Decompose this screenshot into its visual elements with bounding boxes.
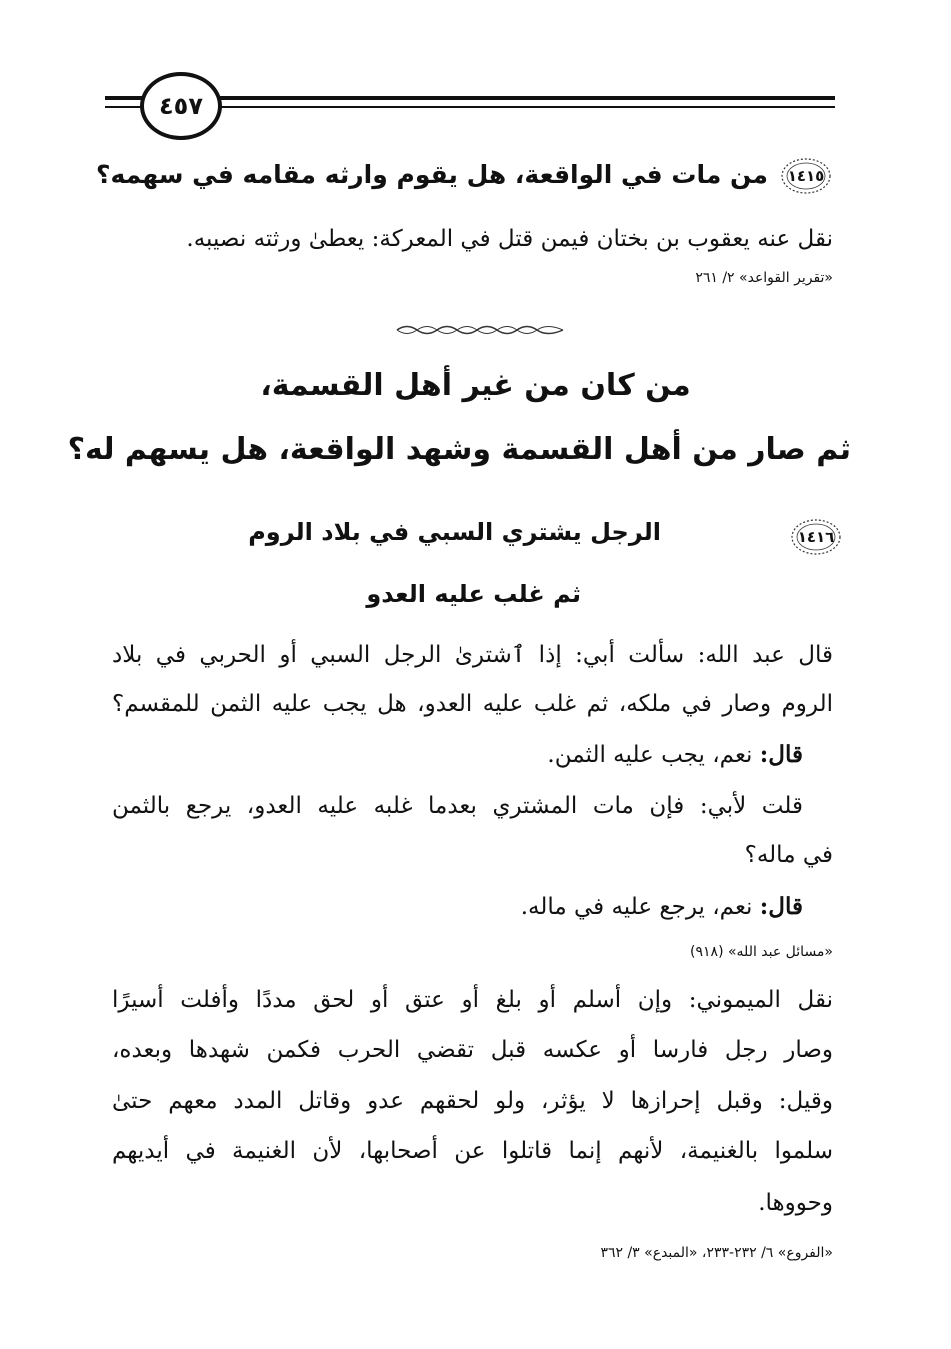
source-citation: «مسائل عبد الله» (٩١٨) — [690, 944, 833, 960]
answer-label: قال: — [759, 893, 803, 920]
paragraph-line: وصار رجل فارسا أو عكسه قبل تقضي الحرب فكمن شهدها وبعده، — [112, 1037, 833, 1063]
answer-label: قال: — [759, 741, 803, 768]
paragraph-line: في ماله؟ — [744, 842, 833, 868]
page-number-badge — [140, 72, 222, 140]
section-text: نقل عنه يعقوب بن بختان فيمن قتل في المعركة: يعطىٰ ورثته نصيبه. — [186, 226, 833, 252]
paragraph-line: وقيل: وقبل إحرازها لا يؤثر، ولو لحقهم عدو وقاتل المدد معهم حتىٰ — [112, 1088, 833, 1114]
section-title-line1: الرجل يشتري السبي في بلاد الروم — [248, 518, 661, 546]
paragraph-line: نقل الميموني: وإن أسلم أو بلغ أو عتق أو لحق مددًا وأفلت أسيرًا — [112, 987, 833, 1013]
page-number: ٤٥٧ — [159, 92, 203, 120]
section-question: من مات في الواقعة، هل يقوم وارثه مقامه في سهمه؟ — [95, 160, 768, 189]
section-number: ١٤١٥ — [787, 167, 825, 185]
answer-line — [521, 893, 803, 920]
source-citation: «تقرير القواعد» ٢/ ٢٦١ — [695, 270, 833, 286]
source-citation: «الفروع» ٦/ ٢٣٢-٢٣٣، «المبدع» ٣/ ٣٦٢ — [600, 1245, 833, 1261]
section-number-medallion — [790, 518, 842, 556]
paragraph-line: قلت لأبي: فإن مات المشتري بعدما غلبه عليه العدو، يرجع بالثمن — [112, 793, 803, 819]
paragraph-line: الروم وصار في ملكه، ثم غلب عليه العدو، هل يجب عليه الثمن للمقسم؟ — [112, 691, 833, 717]
answer-line — [547, 741, 803, 768]
chapter-title-line1: من كان من غير أهل القسمة، — [260, 368, 691, 403]
paragraph-line: سلموا بالغنيمة، لأنهم إنما قاتلوا عن أصحابها، لأن الغنيمة في أيديهم — [112, 1138, 833, 1164]
paragraph-line: وحووها. — [758, 1190, 833, 1216]
answer-text: نعم، يرجع عليه في ماله. — [520, 894, 753, 920]
section-number-medallion — [780, 157, 832, 195]
divider-ornament-icon — [395, 323, 565, 337]
answer-text: نعم، يجب عليه الثمن. — [547, 742, 753, 768]
chapter-title-line2: ثم صار من أهل القسمة وشهد الواقعة، هل يسهم له؟ — [67, 432, 851, 467]
section-number: ١٤١٦ — [797, 528, 835, 546]
section-title-line2: ثم غلب عليه العدو — [366, 580, 581, 608]
paragraph-line: قال عبد الله: سألت أبي: إذا ٱشترىٰ الرجل السبي أو الحربي في بلاد — [112, 642, 833, 668]
